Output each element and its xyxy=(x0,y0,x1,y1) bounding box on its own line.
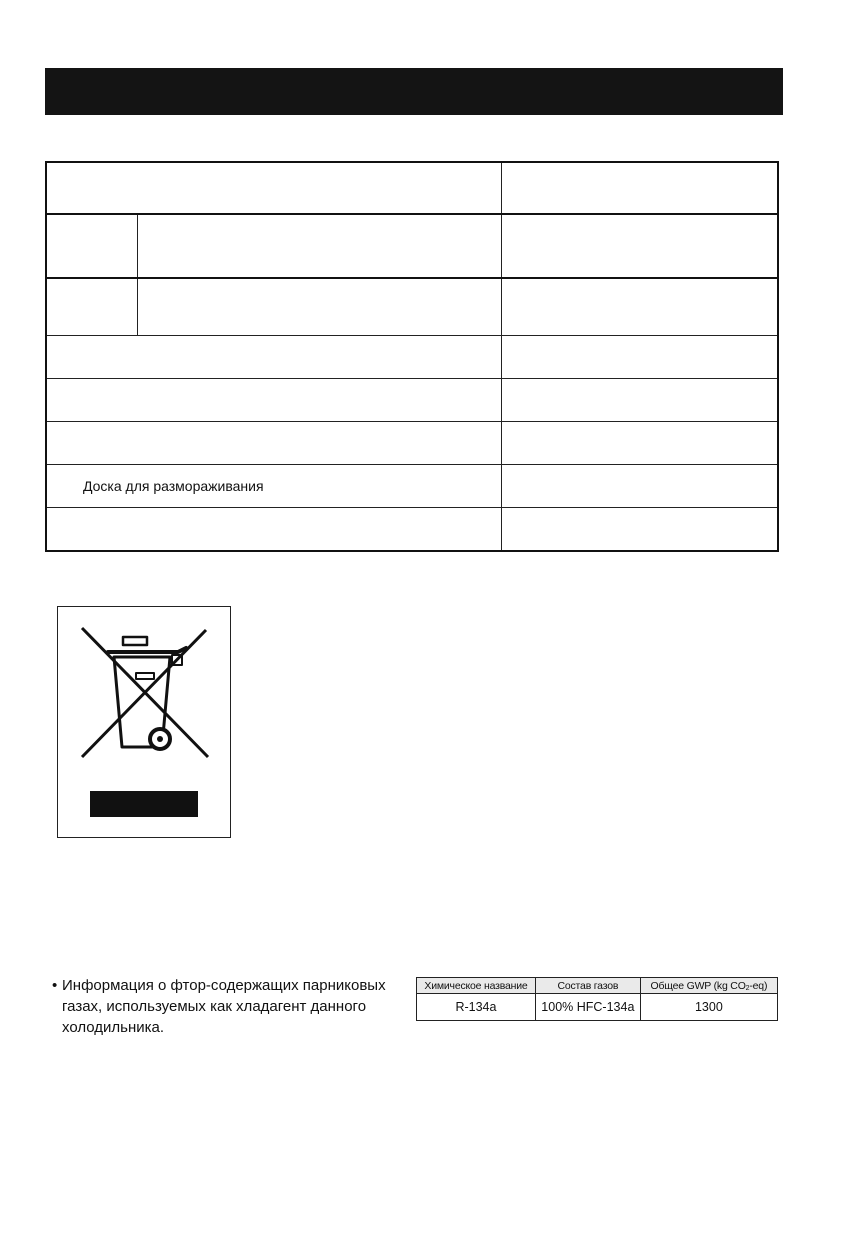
table-cell xyxy=(502,278,778,336)
table-cell xyxy=(502,379,778,422)
gwp-header-suffix: -eq) xyxy=(749,979,768,992)
column-header-gas-composition: Состав газов xyxy=(535,978,640,994)
table-row xyxy=(46,214,778,278)
fgas-line-1: Информация о фтор-содержащих парниковых xyxy=(62,977,386,994)
table-row xyxy=(46,465,778,508)
column-header-chemical-name: Химическое название xyxy=(417,978,536,994)
table-cell xyxy=(137,214,502,278)
table-row xyxy=(46,278,778,336)
table-cell xyxy=(46,214,137,278)
fgas-info-text xyxy=(52,975,412,1038)
table-row xyxy=(46,379,778,422)
fgas-line-2: газах, используемых как хладагент данного xyxy=(62,998,367,1015)
table-row xyxy=(417,994,778,1021)
table-row xyxy=(46,336,778,379)
table-cell xyxy=(502,465,778,508)
defrost-board-label: Доска для размораживания xyxy=(46,465,502,508)
table-cell xyxy=(46,278,137,336)
table-cell xyxy=(137,278,502,336)
spec-table xyxy=(45,161,779,552)
weee-symbol-box xyxy=(57,606,231,838)
table-cell xyxy=(502,162,778,214)
section-header-bar xyxy=(45,68,783,115)
gwp-header-prefix: Общее GWP (kg CO xyxy=(650,979,746,992)
table-row xyxy=(46,508,778,552)
table-header-row xyxy=(417,978,778,994)
bullet-icon: • xyxy=(52,977,58,994)
table-row xyxy=(46,162,778,214)
table-row xyxy=(46,422,778,465)
table-cell xyxy=(46,162,502,214)
crossed-out-wheelie-bin-icon xyxy=(58,607,230,837)
table-cell xyxy=(502,336,778,379)
table-cell xyxy=(502,214,778,278)
column-header-total-gwp xyxy=(640,978,777,994)
table-cell xyxy=(502,422,778,465)
gas-composition-cell: 100% HFC-134a xyxy=(535,994,640,1021)
gwp-header-subscript: 2 xyxy=(745,984,750,992)
table-cell xyxy=(46,508,502,552)
table-cell xyxy=(46,422,502,465)
table-cell xyxy=(46,379,502,422)
chemical-name-cell: R-134a xyxy=(417,994,536,1021)
total-gwp-cell: 1300 xyxy=(640,994,777,1021)
table-cell xyxy=(46,336,502,379)
refrigerant-gas-table xyxy=(416,977,778,1021)
table-cell xyxy=(502,508,778,552)
fgas-line-3: холодильника. xyxy=(62,1019,165,1036)
